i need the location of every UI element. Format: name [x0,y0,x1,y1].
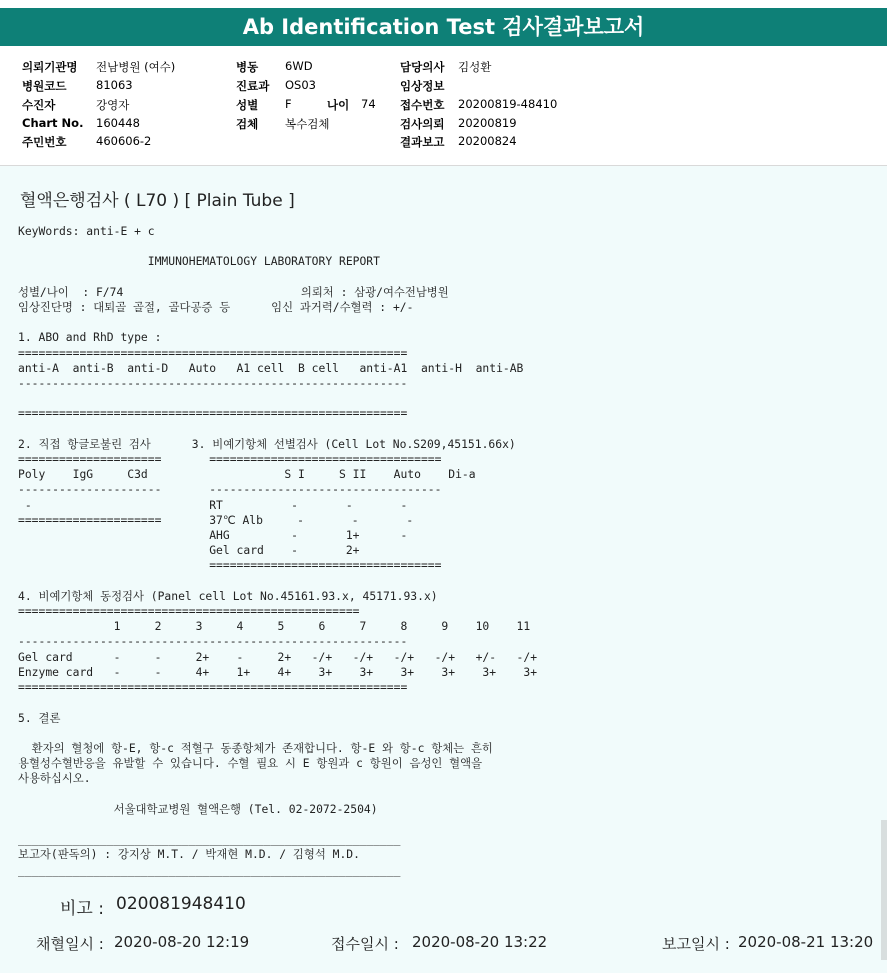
result-report-label: 결과보고 [400,135,445,149]
report-content [0,166,887,973]
receipt-label: 접수번호 [400,98,445,112]
patient-label: 수진자 [22,98,56,112]
hospital-value: 전남병원 (여수) [96,60,176,74]
receive-label: 접수일시 : [331,935,399,953]
sex-label: 성별 [236,98,259,112]
section-title: 혈액은행검사 ( L70 ) [ Plain Tube ] [20,191,295,211]
specimen-label: 검체 [236,117,259,131]
age-label: 나이 [327,98,350,112]
patient-value: 강영자 [96,98,130,112]
report-date-label: 보고일시 : [662,935,730,953]
id-label: 주민번호 [22,135,67,149]
result-report-value: 20200824 [458,134,517,148]
ward-value: 6WD [285,59,313,73]
collect-label: 채혈일시 : [36,935,104,953]
report-title: Ab Identification Test 검사결과보고서 [0,8,887,46]
clinical-label: 임상정보 [400,79,445,93]
code-label: 병원코드 [22,79,67,93]
receipt-value: 20200819-48410 [458,97,558,111]
receive-value: 2020-08-20 13:22 [412,933,548,951]
request-value: 20200819 [458,116,517,130]
lab-report-text: KeyWords: anti-E + c IMMUNOHEMATOLOGY LABORATORY REPORT 성별/나이 : F/74 의뢰처 : 삼광/여수전남병원 임상진단명 : 대퇴골 골절, 골다공증 등 임신 과거력/수혈력 : +/- 1. ABO and RhD type : ========================================================= anti-A anti-B anti-D Auto A1 cell B cell anti-A1 anti-H anti-AB --------------------------------------------------------- ========================================================= 2. 직접 항글로불린 검사 3. 비예기항체 선별검사 (Cell Lot No.S209,45151.66x) ===================== ================================== Poly IgG C3d S I S II Auto Di-a --------------------- ---------------------------------- - RT - - - ===================== 37℃ Alb - - - AHG - 1+ - Gel card - 2+ ================================== 4. 비예기항체 동정검사 (Panel cell Lot No.45161.93.x, 45171.93.x) ================================================== 1 2 3 4 5 6 7 8 9 10 11 --------------------------------------------------------- Gel card - - 2+ - 2+ -/+ -/+ -/+ -/+ +/- -/+ Enzyme card - - 4+ 1+ 4+ 3+ 3+ 3+ 3+ 3+ 3+ ========================================================= 5. 결론 환자의 혈청에 항-E, 항-c 적혈구 동종항체가 존재합니다. 항-E 와 항-c 항체는 흔히 용혈성수혈반응을 유발할 수 있습니다. 수혈 필요 시 E 항원과 c 항원이 음성인 혈액을 사용하십시오. 서울대학교병원 혈액은행 (Tel. 02-2072-2504) ________________________________________________________ 보고자(판독의) : 강지상 M.T. / 박재현 M.D. / 김형석 M.D. ________________________________________________________ [18,224,538,877]
dept-value: OS03 [285,78,316,92]
doctor-label: 담당의사 [400,60,445,74]
doctor-value: 김성환 [458,60,492,74]
sex-value: F [285,97,292,111]
report-date-value: 2020-08-21 13:20 [738,933,874,951]
request-label: 검사의뢰 [400,117,445,131]
id-value: 460606-2 [96,134,152,148]
scrollbar[interactable] [881,820,887,960]
note-value: 020081948410 [116,894,246,914]
note-label: 비고 : [60,899,104,919]
ward-label: 병동 [236,60,259,74]
hospital-label: 의뢰기관명 [22,60,78,74]
chart-value: 160448 [96,116,140,130]
age-value: 74 [361,97,376,111]
collect-value: 2020-08-20 12:19 [114,933,250,951]
specimen-value: 복수검체 [285,117,330,131]
chart-label: Chart No. [22,116,84,130]
code-value: 81063 [96,78,133,92]
patient-info-panel [0,50,887,166]
dept-label: 진료과 [236,79,270,93]
